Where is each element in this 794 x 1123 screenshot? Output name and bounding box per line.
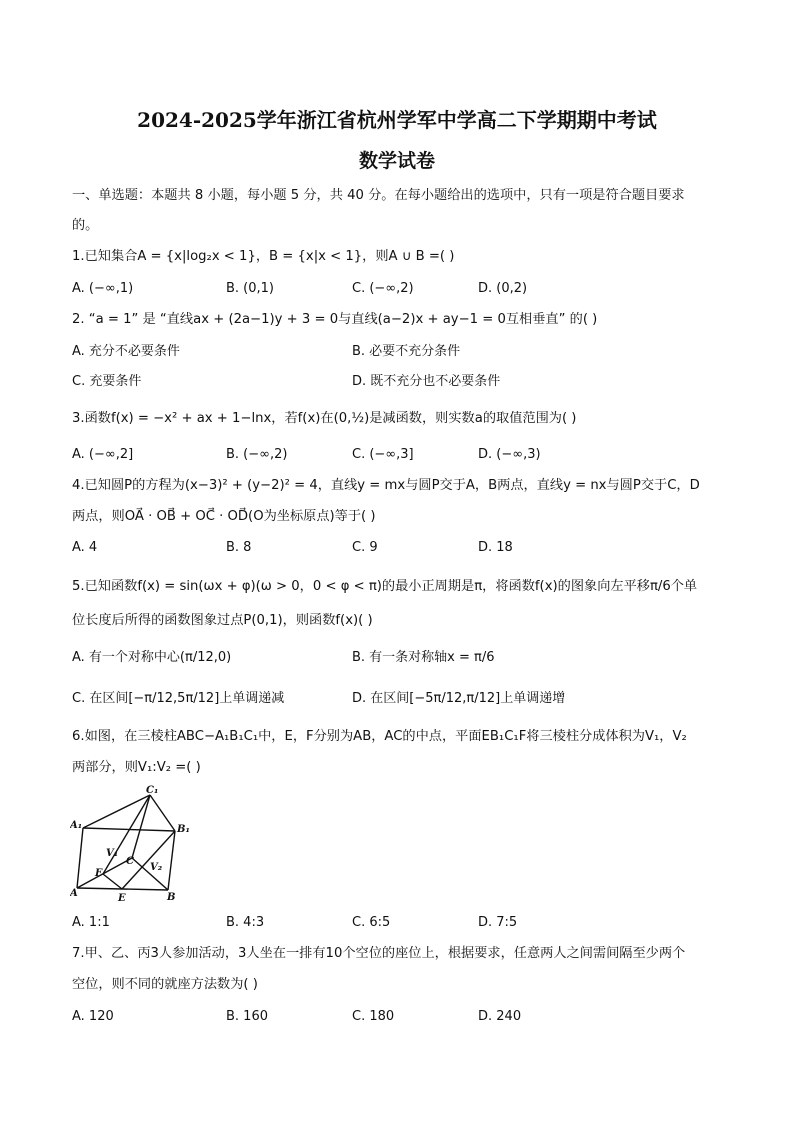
q4-option-c: C. 9 <box>352 540 378 555</box>
q5-stem-line1: 5.已知函数f(x) = sin(ωx + φ)(ω > 0，0 < φ < π)的最小正周期是π，将函数f(x)的图象向左平移π/6个单 <box>72 579 698 594</box>
q6-option-a: A. 1:1 <box>72 915 110 930</box>
label-b: B <box>167 892 176 903</box>
q3-option-c: C. (−∞,3] <box>352 447 414 462</box>
q2-option-a: A. 充分不必要条件 <box>72 344 180 359</box>
exam-title: 2024-2025学年浙江省杭州学军中学高二下学期期中考试 <box>137 108 657 132</box>
q4-option-d: D. 18 <box>478 540 513 555</box>
q3-option-d: D. (−∞,3) <box>478 447 541 462</box>
q5-stem-line2: 位长度后所得的函数图象过点P(0,1)，则函数f(x)( ) <box>72 613 373 628</box>
q3-stem: 3.函数f(x) = −x² + ax + 1−lnx，若f(x)在(0,½)是减函数，则实数a的取值范围为( ) <box>72 411 577 426</box>
label-b1: B₁ <box>177 824 190 835</box>
q5-option-d: D. 在区间[−5π/12,π/12]上单调递增 <box>352 691 566 706</box>
q2-option-d: D. 既不充分也不必要条件 <box>352 374 501 389</box>
q3-option-a: A. (−∞,2] <box>72 447 134 462</box>
q5-option-b: B. 有一条对称轴x = π/6 <box>352 650 495 665</box>
q1-option-d: D. (0,2) <box>478 281 528 296</box>
q1-option-a: A. (−∞,1) <box>72 281 134 296</box>
label-c1: C₁ <box>146 785 159 796</box>
edge-a1-a <box>77 828 83 888</box>
q4-option-b: B. 8 <box>226 540 252 555</box>
edge-c1-c <box>132 795 150 858</box>
section-instructions-line1: 一、单选题：本题共 8 小题，每小题 5 分，共 40 分。在每小题给出的选项中，只有一项是符合题目要求 <box>72 188 685 203</box>
label-a: A <box>70 888 78 899</box>
label-c: C <box>126 856 134 867</box>
q6-option-c: C. 6:5 <box>352 915 391 930</box>
edge-b1-b <box>168 831 175 890</box>
label-v1: V₁ <box>106 848 119 859</box>
q3-option-b: B. (−∞,2) <box>226 447 288 462</box>
q4-stem-line2: 两点，则OA⃗ · OB⃗ + OC⃗ · OD⃗(O为坐标原点)等于( ) <box>72 509 376 524</box>
label-f: F <box>95 868 103 879</box>
q4-stem-line1: 4.已知圆P的方程为(x−3)² + (y−2)² = 4，直线y = mx与圆P交于A，B两点，直线y = nx与圆P交于C，D <box>72 478 700 493</box>
q7-stem-line2: 空位，则不同的就座方法数为( ) <box>72 977 258 992</box>
label-v2: V₂ <box>150 862 163 873</box>
label-a1: A₁ <box>70 820 83 831</box>
section-instructions-line2: 的。 <box>72 218 99 233</box>
q6-stem-line2: 两部分，则V₁:V₂ =( ) <box>72 760 201 775</box>
q7-option-d: D. 240 <box>478 1009 522 1024</box>
q6-stem-line1: 6.如图，在三棱柱ABC−A₁B₁C₁中，E，F分别为AB，AC的中点，平面EB₁C₁F将三棱柱分成体积为V₁，V₂ <box>72 729 687 744</box>
q5-option-c: C. 在区间[−π/12,5π/12]上单调递减 <box>72 691 285 706</box>
q6-option-d: D. 7:5 <box>478 915 518 930</box>
triangular-prism-figure <box>70 784 190 908</box>
q1-option-b: B. (0,1) <box>226 281 275 296</box>
q1-option-c: C. (−∞,2) <box>352 281 414 296</box>
edge-a-c <box>77 858 132 888</box>
q7-option-c: C. 180 <box>352 1009 395 1024</box>
q2-option-c: C. 充要条件 <box>72 374 142 389</box>
q4-option-a: A. 4 <box>72 540 98 555</box>
q7-option-a: A. 120 <box>72 1009 114 1024</box>
q7-stem-line1: 7.甲、乙、丙3人参加活动，3人坐在一排有10个空位的座位上，根据要求，任意两人之间需间隔至少两个 <box>72 946 686 961</box>
label-e: E <box>118 893 126 904</box>
q7-option-b: B. 160 <box>226 1009 268 1024</box>
q1-stem: 1.已知集合A = {x|log₂x < 1}，B = {x|x < 1}，则A ∪ B =( ) <box>72 249 455 264</box>
edge-f-e <box>103 874 122 889</box>
q5-option-a: A. 有一个对称中心(π/12,0) <box>72 650 232 665</box>
q2-stem: 2. “a = 1” 是 “直线ax + (2a−1)y + 3 = 0与直线(a−2)x + ay−1 = 0互相垂直” 的( ) <box>72 312 598 327</box>
edge-c1-b1 <box>150 795 175 831</box>
q2-option-b: B. 必要不充分条件 <box>352 344 461 359</box>
q6-option-b: B. 4:3 <box>226 915 265 930</box>
exam-subtitle: 数学试卷 <box>358 150 435 172</box>
